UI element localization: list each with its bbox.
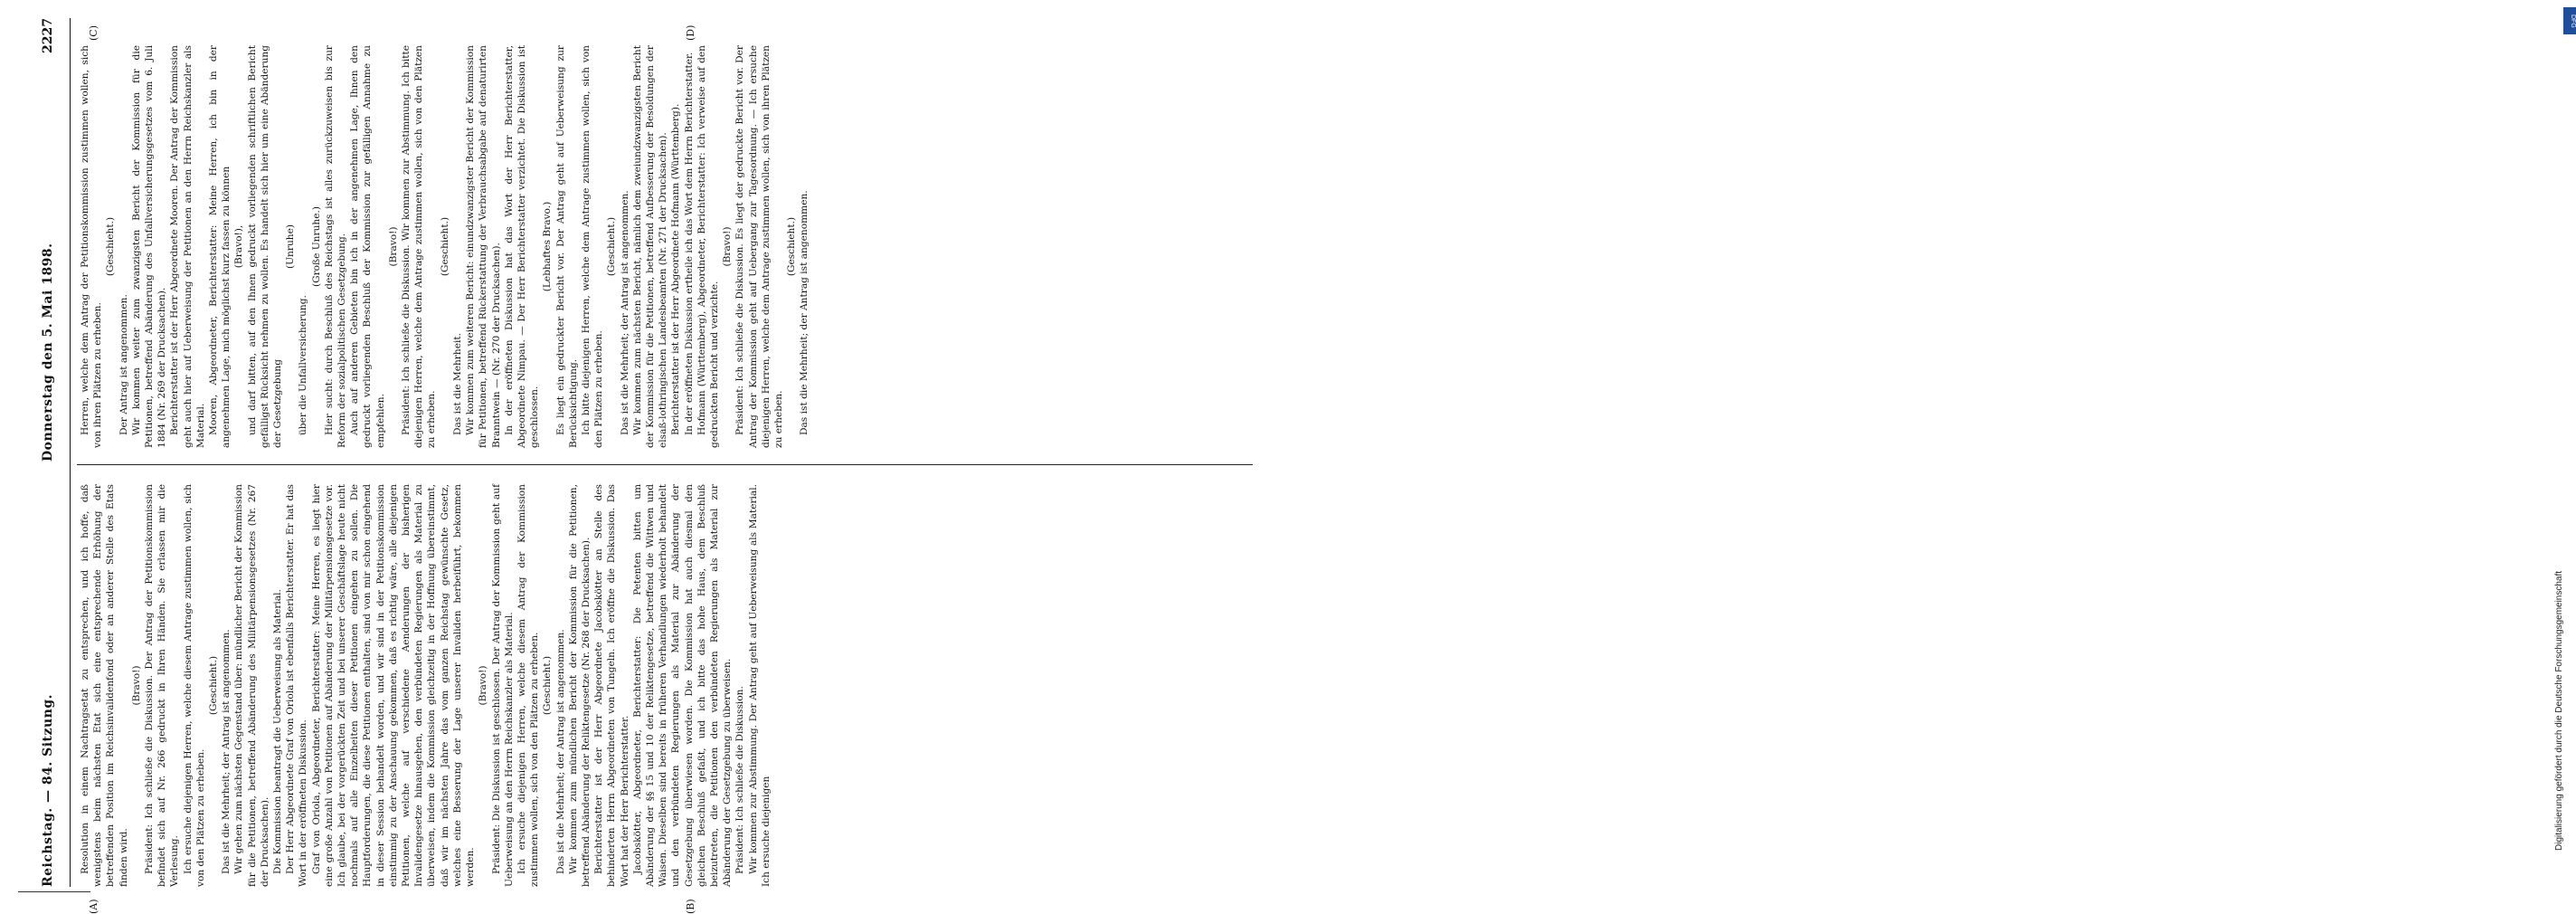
paragraph: Herren, welche dem Antrag der Petitionskommission zustimmen wollen, sich von ihren Plätzen zu erheben. xyxy=(80,45,104,448)
parenthetical-remark: (Geschieht.) xyxy=(542,655,554,716)
paragraph: und darf bitten, auf den Ihnen gedruckt vorliegenden schriftlichen Bericht gefälligst Rücksicht nehmen zu wollen. Es handelt sich hier um eine Abänderung der Gesetzgebung xyxy=(246,45,284,448)
page-header xyxy=(33,18,71,887)
paragraph: Ich bitte diejenigen Herren, welche dem Antrage zustimmen wollen, sich von den Plätzen zu erheben. xyxy=(580,45,605,448)
margin-marker-d: (D) xyxy=(685,24,696,41)
paragraph: Der Herr Abgeordnete Graf von Oriola ist ebenfalls Berichterstatter. Er hat das Wort in der eröffneten Diskussion. xyxy=(285,484,309,887)
paragraph: Das ist die Mehrheit; der Antrag ist angenommen. xyxy=(619,190,630,435)
paragraph: Präsident: Ich schließe die Diskussion. Es liegt der gedruckte Bericht vor. Der Antrag der Kommission geht auf Uebergang zur Tagesordnung. — Ich ersuche diejenigen Herren, welche dem Antrage zustimmen wollen, sich von ihren Plätzen zu erheben. xyxy=(734,45,784,448)
parenthetical-remark: (Bravo!) xyxy=(130,665,142,706)
text-column-right xyxy=(79,45,1255,448)
paragraph: Hier sucht: durch Beschluß des Reichstags ist alles zurückzuweisen bis zur Reform der sozialpolitischen Gesetzgebung. xyxy=(323,45,348,448)
paragraph: Das ist die Mehrheit; der Antrag ist angenommen. xyxy=(221,629,232,874)
margin-marker-a: (A) xyxy=(88,899,99,914)
paragraph: Graf von Oriola, Abgeordneter, Berichterstatter: Meine Herren, es liegt hier eine große Anzahl von Petitionen auf Abänderung der Militärpensionsgesetze vor. Ich glaube, bei der vorgerückten Zeit und bei unserer Geschäftslage heute nicht nochmals auf alle Einzelheiten dieser Petitionen eingehen zu sollen. Die Hauptforderungen, die diese Petitionen enthalten, sind von mir schon eingehend in dieser Session behandelt worden, und wir sind in der Petitionskommission einstimmig zu der Anschauung gekommen, daß es richtig wäre, alle diejenigen Petitionen, welche auf verschiedene Aenderungen der bisherigen Invalidengesetze hinausgehen, den verbündeten Regierungen als Material zu überweisen, indem die Kommission gleichzeitig in der Hoffnung übereinstimmt, daß wir im nächsten Jahre das vom ganzen Reichstag gewünschte Gesetz, welches eine Besserung der Lage unserer Invaliden herbeiführt, bekommen werden. xyxy=(310,484,477,887)
parenthetical-remark: (Große Unruhe.) xyxy=(310,206,322,287)
paragraph: Ich ersuche diejenigen Herren, welche diesem Antrag der Kommission zustimmen wollen, sich von den Plätzen zu erheben. xyxy=(516,484,541,887)
paragraph: Wir kommen weiter zum zwanzigsten Bericht der Kommission für die Petitionen, betreffend Abänderung des Unfallversicherungsgesetzes vom 6. Juli 1884 (Nr. 269 der Drucksachen). xyxy=(130,45,168,448)
paragraph: Jacobskötter, Abgeordneter, Berichterstatter: Die Petenten bitten um Abänderung der §§ 15 und 10 der Reliktengesetze, betreffend die Wittwen und Waisen. Dieselben sind bereits in früheren Verhandlungen wiederholt behandelt und den verbündeten Regierungen als Material zur Abänderung der Gesetzgebung überwiesen worden. Die Kommission hat auch diesmal den gleichen Beschluß gefaßt, und ich bitte das hohe Haus, dem Beschluß beizutreten, die Petitionen den verbündeten Regierungen als Material zur Abänderung der Gesetzgebung zu überweisen. xyxy=(631,484,734,887)
paragraph: Präsident: Die Diskussion ist geschlossen. Der Antrag der Kommission geht auf Ueberweisung an den Herrn Reichskanzler als Material. xyxy=(490,484,515,887)
margin-marker-c: (C) xyxy=(88,25,99,41)
paragraph: Berichterstatter ist der Herr Abgeordnete Jacobskötter an Stelle des behinderten Herrn Abgeordneten von Tungeln. Ich eröffne die Diskussion. Das Wort hat der Herr Berichterstatter. xyxy=(593,484,630,887)
paragraph: Auch auf anderen Gebieten bin ich in der angenehmen Lage, Ihnen den gedruckt vorliegenden Beschluß der Kommission zur gefälligen Annahme zu empfehlen. xyxy=(349,45,386,448)
paragraph: Wir kommen zur Abstimmung. Der Antrag geht auf Ueberweisung als Material. Ich ersuche diejenigen xyxy=(747,484,772,887)
paragraph: Resolution in einem Nachtragsetat zu entsprechen, und ich hoffe, daß wenigstens beim nächsten Etat sich eine entsprechende Erhöhung der betreffenden Position im Reichsinvalidenfond oder an anderer Stelle des Etats finden wird. xyxy=(80,484,129,887)
paragraph: Es liegt ein gedruckter Bericht vor. Der Antrag geht auf Ueberweisung zur Berücksichtigung. xyxy=(554,45,579,448)
paragraph: Wir gehen zum nächsten Gegenstand über: mündlicher Bericht der Kommission für die Petitionen, betreffend Abänderung des Militärpensionsgesetzes (Nr. 267 der Drucksachen). xyxy=(233,484,270,887)
paragraph: Die Kommission beantragt die Ueberweisung als Material. xyxy=(272,589,284,874)
footer-rule xyxy=(18,891,90,892)
paragraph: Das ist die Mehrheit. xyxy=(451,333,463,435)
paragraph: In der eröffneten Diskussion hat das Wort der Herr Berichterstatter, Abgeordnete Nimpau. — Der Herr Berichterstatter verzichtet. Die Diskussion ist geschlossen. xyxy=(503,45,541,448)
parenthetical-remark: (Bravo!) xyxy=(387,226,399,267)
paragraph: Berichterstatter ist der Herr Abgeordnete Mooren. Der Antrag der Kommission geht auch hier auf Ueberweisung der Petitionen an den Herrn Reichskanzler als Material. xyxy=(169,45,206,448)
paragraph: Wir kommen zum nächsten Bericht, nämlich dem zweiundzwanzigsten Bericht der Kommission für die Petitionen, betreffend Aufbesserung der Besoldungen der elsaß-lothringischen Landesbeamten (Nr. 271 der Drucksachen). xyxy=(631,45,669,448)
text-column-left xyxy=(79,484,1255,887)
parenthetical-remark: (Geschieht.) xyxy=(606,216,618,277)
parenthetical-remark: (Bravo!) xyxy=(478,665,489,706)
page-number: 2227 xyxy=(41,18,55,53)
rotated-document-page xyxy=(33,18,1264,914)
parenthetical-remark: (Bravo!) xyxy=(722,226,734,267)
parenthetical-remark: (Unruhe) xyxy=(285,224,297,269)
paragraph: Das ist die Mehrheit; der Antrag ist angenommen. xyxy=(799,190,810,435)
paragraph: Berichterstatter ist der Herr Abgeordnete Hofmann (Württemberg). xyxy=(670,103,682,435)
column-divider xyxy=(77,464,1253,465)
paragraph: Das ist die Mehrheit; der Antrag ist angenommen. xyxy=(554,629,566,874)
paragraph: Mooren, Abgeordneter, Berichterstatter: Meine Herren, ich bin in der angenehmen Lage, mich möglichst kurz fassen zu können xyxy=(208,45,232,448)
header-left: Reichstag. — 84. Sitzung. xyxy=(41,694,55,887)
paragraph: Hofmann (Württemberg), Abgeordneter, Berichterstatter: Ich verweise auf den gedruckten Bericht und verzichte. xyxy=(696,45,720,448)
digitization-note: Digitalisierung gefördert durch die Deutsche Forschungsgemeinschaft xyxy=(2554,570,2564,851)
margin-marker-b: (B) xyxy=(685,899,696,914)
paragraph: In der eröffneten Diskussion ertheile ich das Wort dem Herrn Berichterstatter. xyxy=(683,52,695,435)
parenthetical-remark: (Bravo!), xyxy=(233,224,245,269)
paragraph: Ich ersuche diejenigen Herren, welche diesem Antrage zustimmen wollen, sich von den Plätzen zu erheben. xyxy=(182,484,206,887)
paragraph: über die Unfallversicherung. xyxy=(298,295,309,435)
paragraph: Präsident: Ich schließe die Diskussion. Der Antrag der Petitionskommission befindet sich auf Nr. 266 gedruckt in Ihren Händen. Sie erlassen mir die Verlesung. xyxy=(144,484,181,887)
header-date: Donnerstag den 5. Mai 1898. xyxy=(41,243,55,462)
parenthetical-remark: (Geschieht.) xyxy=(105,216,117,277)
paragraph: Wir kommen zum mündlichen Bericht der Kommission für die Petitionen, betreffend Abänderung der Reliktengesetze (Nr. 268 der Drucksachen). xyxy=(567,484,592,887)
parenthetical-remark: (Geschieht.) xyxy=(208,655,220,716)
parenthetical-remark: (Lebhaftes Bravo.) xyxy=(542,201,554,292)
paragraph: Wir kommen zum weiteren Bericht: einundzwanzigster Bericht der Kommission für Petitionen, betreffend Rückerstattung der Verbrauchsabgabe auf denaturirten Branntwein — (Nr. 270 der Drucksachen). xyxy=(465,45,502,448)
paragraph: Präsident: Ich schließe die Diskussion. Wir kommen zur Abstimmung. Ich bitte diejenigen Herren, welche dem Antrage zustimmen wollen, sich von den Plätzen zu erheben. xyxy=(401,45,438,448)
parenthetical-remark: (Geschieht.) xyxy=(439,216,450,277)
paragraph: Der Antrag ist angenommen. xyxy=(118,294,129,435)
side-strip xyxy=(1281,0,2576,905)
paragraph: Präsident: Ich schließe die Diskussion. xyxy=(734,686,746,874)
dfg-logo: DFG xyxy=(2563,7,2576,34)
parenthetical-remark: (Geschieht.) xyxy=(786,216,798,277)
